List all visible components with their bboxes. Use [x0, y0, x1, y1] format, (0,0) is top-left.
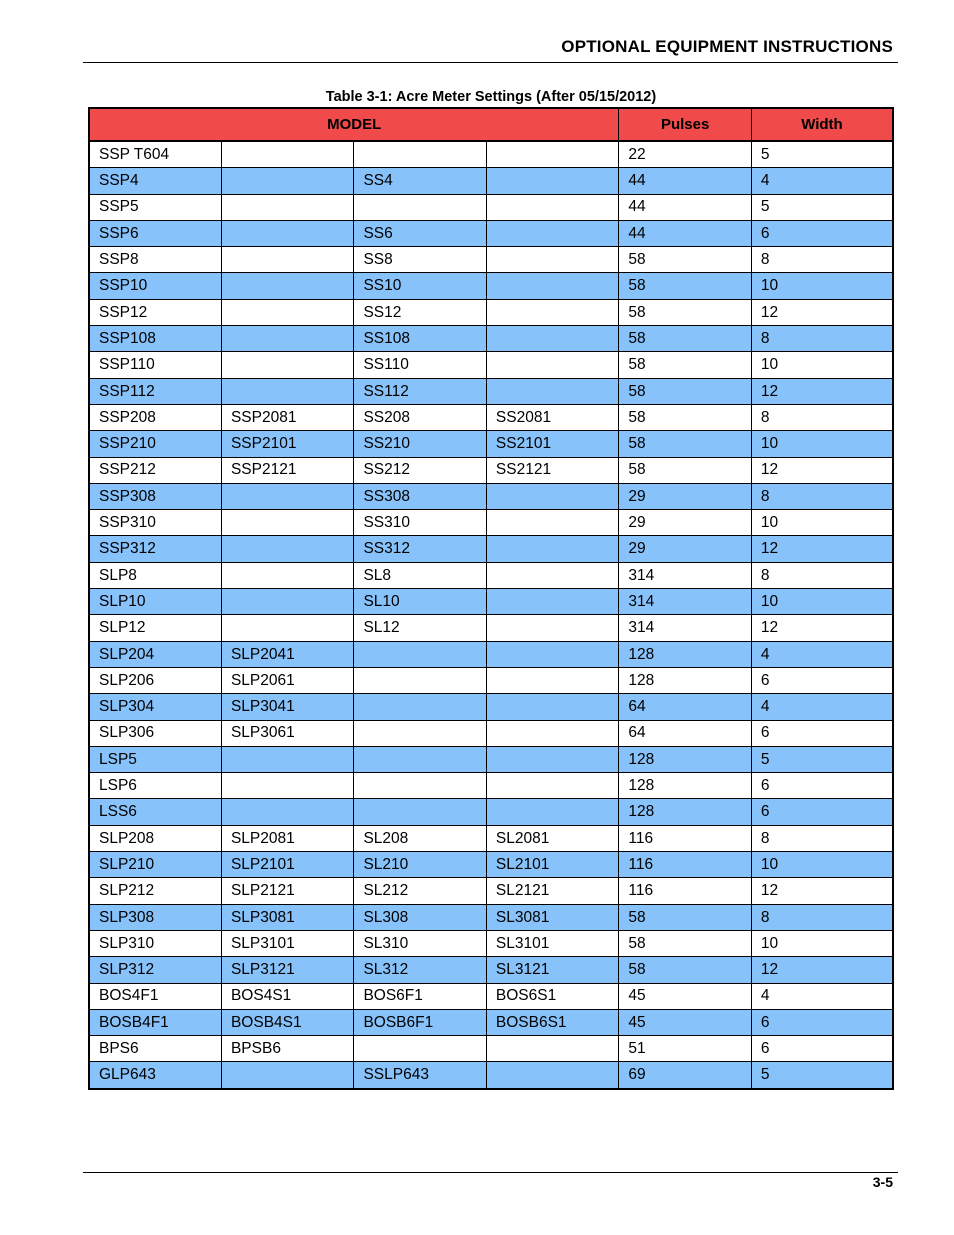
pulses-cell: 314: [619, 589, 751, 615]
model-col-1: SSP5: [89, 194, 221, 220]
pulses-cell: 58: [619, 457, 751, 483]
width-cell: 8: [751, 326, 893, 352]
model-col-4: [486, 299, 619, 325]
pulses-cell: 58: [619, 378, 751, 404]
pulses-cell: 58: [619, 352, 751, 378]
model-col-4: [486, 247, 619, 273]
pulses-cell: 58: [619, 431, 751, 457]
model-col-4: [486, 562, 619, 588]
model-col-3: BOS6F1: [354, 983, 486, 1009]
table-row: [89, 746, 893, 772]
model-col-3: SS212: [354, 457, 486, 483]
table-body: [89, 141, 893, 1089]
width-cell: 10: [751, 273, 893, 299]
pulses-cell: 64: [619, 694, 751, 720]
model-col-3: [354, 641, 486, 667]
model-col-2: [221, 352, 353, 378]
width-cell: 12: [751, 378, 893, 404]
model-col-3: SS310: [354, 510, 486, 536]
model-col-1: SLP12: [89, 615, 221, 641]
model-col-2: [221, 378, 353, 404]
model-col-4: [486, 483, 619, 509]
width-cell: 6: [751, 773, 893, 799]
model-col-1: SSP110: [89, 352, 221, 378]
model-col-3: SL312: [354, 957, 486, 983]
width-cell: 12: [751, 615, 893, 641]
model-col-1: GLP643: [89, 1062, 221, 1089]
table-row: [89, 247, 893, 273]
table-row: [89, 852, 893, 878]
model-col-3: SS208: [354, 404, 486, 430]
pulses-cell: 314: [619, 562, 751, 588]
pulses-cell: 58: [619, 904, 751, 930]
model-col-2: [221, 326, 353, 352]
width-cell: 8: [751, 904, 893, 930]
model-col-4: SL3121: [486, 957, 619, 983]
model-col-1: SSP10: [89, 273, 221, 299]
model-col-1: LSP6: [89, 773, 221, 799]
model-col-2: [221, 247, 353, 273]
model-col-3: SS108: [354, 326, 486, 352]
model-col-4: [486, 378, 619, 404]
table-row: [89, 299, 893, 325]
model-col-1: LSS6: [89, 799, 221, 825]
model-col-1: SSP212: [89, 457, 221, 483]
model-col-2: SLP2121: [221, 878, 353, 904]
pulses-cell: 116: [619, 878, 751, 904]
model-col-3: SS4: [354, 168, 486, 194]
model-col-3: SL308: [354, 904, 486, 930]
pulses-cell: 64: [619, 720, 751, 746]
model-col-1: SSP310: [89, 510, 221, 536]
column-header-model: MODEL: [89, 108, 619, 141]
model-col-1: SLP208: [89, 825, 221, 851]
page-header-title: OPTIONAL EQUIPMENT INSTRUCTIONS: [561, 37, 893, 56]
table-row: [89, 220, 893, 246]
width-cell: 10: [751, 431, 893, 457]
model-col-3: SS210: [354, 431, 486, 457]
model-col-4: [486, 536, 619, 562]
model-col-2: [221, 168, 353, 194]
model-col-1: SSP108: [89, 326, 221, 352]
pulses-cell: 45: [619, 1009, 751, 1035]
table-row: [89, 878, 893, 904]
pulses-cell: 44: [619, 168, 751, 194]
model-col-3: SL8: [354, 562, 486, 588]
width-cell: 6: [751, 1036, 893, 1062]
pulses-cell: 29: [619, 510, 751, 536]
table-row: [89, 273, 893, 299]
model-col-2: SSP2121: [221, 457, 353, 483]
model-col-4: SL2101: [486, 852, 619, 878]
model-col-4: SS2121: [486, 457, 619, 483]
width-cell: 12: [751, 878, 893, 904]
model-col-2: [221, 220, 353, 246]
model-col-4: [486, 1062, 619, 1089]
table-row: [89, 562, 893, 588]
model-col-3: SS6: [354, 220, 486, 246]
model-col-1: BPS6: [89, 1036, 221, 1062]
table-row: [89, 825, 893, 851]
page-number: 3-5: [872, 1174, 893, 1190]
width-cell: 6: [751, 1009, 893, 1035]
width-cell: 5: [751, 746, 893, 772]
pulses-cell: 128: [619, 773, 751, 799]
model-col-4: [486, 694, 619, 720]
model-col-1: SSP308: [89, 483, 221, 509]
model-col-4: [486, 615, 619, 641]
table-row: [89, 930, 893, 956]
model-col-2: SLP2081: [221, 825, 353, 851]
model-col-4: [486, 510, 619, 536]
acre-meter-settings-table: [88, 107, 894, 1090]
table-row: [89, 694, 893, 720]
model-col-1: LSP5: [89, 746, 221, 772]
model-col-1: BOS4F1: [89, 983, 221, 1009]
width-cell: 10: [751, 930, 893, 956]
pulses-cell: 116: [619, 852, 751, 878]
pulses-cell: 314: [619, 615, 751, 641]
model-col-1: SLP312: [89, 957, 221, 983]
width-cell: 4: [751, 983, 893, 1009]
width-cell: 4: [751, 168, 893, 194]
width-cell: 6: [751, 720, 893, 746]
width-cell: 4: [751, 694, 893, 720]
model-col-1: SSP112: [89, 378, 221, 404]
pulses-cell: 44: [619, 194, 751, 220]
model-col-4: [486, 799, 619, 825]
model-col-2: [221, 799, 353, 825]
model-col-3: SL310: [354, 930, 486, 956]
model-col-1: SSP T604: [89, 141, 221, 168]
width-cell: 12: [751, 457, 893, 483]
model-col-1: SLP204: [89, 641, 221, 667]
model-col-2: [221, 589, 353, 615]
model-col-4: BOS6S1: [486, 983, 619, 1009]
width-cell: 10: [751, 852, 893, 878]
model-col-2: SLP3061: [221, 720, 353, 746]
model-col-1: SLP306: [89, 720, 221, 746]
model-col-4: [486, 773, 619, 799]
model-col-2: [221, 299, 353, 325]
column-header-width: Width: [751, 108, 893, 141]
model-col-3: SL210: [354, 852, 486, 878]
model-col-2: [221, 483, 353, 509]
table-row: [89, 510, 893, 536]
model-col-1: SLP212: [89, 878, 221, 904]
model-col-2: [221, 194, 353, 220]
model-col-1: SSP8: [89, 247, 221, 273]
model-col-3: [354, 746, 486, 772]
pulses-cell: 29: [619, 536, 751, 562]
model-col-3: SS10: [354, 273, 486, 299]
table-row: [89, 141, 893, 168]
model-col-4: [486, 194, 619, 220]
width-cell: 4: [751, 641, 893, 667]
model-col-2: BOSB4S1: [221, 1009, 353, 1035]
model-col-3: SL212: [354, 878, 486, 904]
model-col-3: SL208: [354, 825, 486, 851]
model-col-4: [486, 352, 619, 378]
model-col-1: SLP10: [89, 589, 221, 615]
model-col-3: [354, 194, 486, 220]
model-col-2: [221, 746, 353, 772]
pulses-cell: 116: [619, 825, 751, 851]
pulses-cell: 58: [619, 326, 751, 352]
table-row: [89, 431, 893, 457]
model-col-1: SLP210: [89, 852, 221, 878]
width-cell: 8: [751, 247, 893, 273]
width-cell: 6: [751, 220, 893, 246]
model-col-2: SLP2041: [221, 641, 353, 667]
pulses-cell: 58: [619, 299, 751, 325]
width-cell: 8: [751, 404, 893, 430]
model-col-3: [354, 799, 486, 825]
model-col-2: SLP3121: [221, 957, 353, 983]
width-cell: 6: [751, 667, 893, 693]
model-col-1: SLP304: [89, 694, 221, 720]
model-col-3: SS12: [354, 299, 486, 325]
model-col-3: [354, 694, 486, 720]
model-col-4: [486, 589, 619, 615]
pulses-cell: 45: [619, 983, 751, 1009]
table-row: [89, 352, 893, 378]
footer-divider: [83, 1172, 898, 1173]
width-cell: 12: [751, 299, 893, 325]
model-col-2: BOS4S1: [221, 983, 353, 1009]
table-row: [89, 1062, 893, 1089]
model-col-3: SS110: [354, 352, 486, 378]
model-col-3: SSLP643: [354, 1062, 486, 1089]
model-col-2: [221, 273, 353, 299]
model-col-4: BOSB6S1: [486, 1009, 619, 1035]
pulses-cell: 22: [619, 141, 751, 168]
table-row: [89, 641, 893, 667]
pulses-cell: 29: [619, 483, 751, 509]
model-col-1: SLP206: [89, 667, 221, 693]
model-col-4: [486, 168, 619, 194]
model-col-3: SS312: [354, 536, 486, 562]
model-col-4: [486, 667, 619, 693]
pulses-cell: 69: [619, 1062, 751, 1089]
table-row: [89, 404, 893, 430]
pulses-cell: 128: [619, 746, 751, 772]
width-cell: 10: [751, 352, 893, 378]
model-col-4: [486, 141, 619, 168]
model-col-2: [221, 141, 353, 168]
model-col-1: SLP308: [89, 904, 221, 930]
model-col-1: BOSB4F1: [89, 1009, 221, 1035]
model-col-4: SL2121: [486, 878, 619, 904]
table-row: [89, 615, 893, 641]
model-col-2: SLP2101: [221, 852, 353, 878]
model-col-3: SL10: [354, 589, 486, 615]
width-cell: 5: [751, 194, 893, 220]
model-col-2: SSP2101: [221, 431, 353, 457]
table-row: [89, 720, 893, 746]
model-col-3: [354, 141, 486, 168]
model-col-4: [486, 326, 619, 352]
model-col-2: [221, 1062, 353, 1089]
model-col-1: SSP12: [89, 299, 221, 325]
model-col-4: [486, 1036, 619, 1062]
model-col-1: SSP312: [89, 536, 221, 562]
model-col-2: SLP3081: [221, 904, 353, 930]
pulses-cell: 58: [619, 930, 751, 956]
width-cell: 12: [751, 536, 893, 562]
table-row: [89, 536, 893, 562]
model-col-3: BOSB6F1: [354, 1009, 486, 1035]
table-row: [89, 483, 893, 509]
model-col-2: BPSB6: [221, 1036, 353, 1062]
pulses-cell: 128: [619, 799, 751, 825]
width-cell: 6: [751, 799, 893, 825]
table-row: [89, 194, 893, 220]
model-col-2: [221, 562, 353, 588]
model-col-2: [221, 510, 353, 536]
model-col-4: SS2101: [486, 431, 619, 457]
model-col-3: SL12: [354, 615, 486, 641]
table-header-row: [89, 108, 893, 141]
width-cell: 12: [751, 957, 893, 983]
pulses-cell: 58: [619, 273, 751, 299]
table-row: [89, 667, 893, 693]
model-col-1: SSP208: [89, 404, 221, 430]
model-col-3: SS8: [354, 247, 486, 273]
pulses-cell: 58: [619, 404, 751, 430]
model-col-4: SS2081: [486, 404, 619, 430]
table-row: [89, 957, 893, 983]
model-col-4: [486, 273, 619, 299]
model-col-2: SLP2061: [221, 667, 353, 693]
model-col-1: SLP310: [89, 930, 221, 956]
model-col-4: SL2081: [486, 825, 619, 851]
model-col-1: SSP4: [89, 168, 221, 194]
model-col-2: [221, 536, 353, 562]
table-row: [89, 983, 893, 1009]
table-row: [89, 1036, 893, 1062]
model-col-3: [354, 720, 486, 746]
table-row: [89, 378, 893, 404]
model-col-2: SSP2081: [221, 404, 353, 430]
header-divider: [83, 62, 898, 63]
model-col-1: SLP8: [89, 562, 221, 588]
column-header-pulses: Pulses: [619, 108, 751, 141]
model-col-4: [486, 746, 619, 772]
table-row: [89, 904, 893, 930]
pulses-cell: 51: [619, 1036, 751, 1062]
pulses-cell: 58: [619, 247, 751, 273]
model-col-3: SS308: [354, 483, 486, 509]
table-row: [89, 799, 893, 825]
model-col-2: SLP3041: [221, 694, 353, 720]
width-cell: 10: [751, 510, 893, 536]
model-col-3: [354, 773, 486, 799]
table-row: [89, 168, 893, 194]
model-col-2: [221, 773, 353, 799]
pulses-cell: 44: [619, 220, 751, 246]
table-caption: Table 3-1: Acre Meter Settings (After 05/15/2012): [325, 89, 657, 105]
width-cell: 5: [751, 1062, 893, 1089]
model-col-3: SS112: [354, 378, 486, 404]
pulses-cell: 58: [619, 957, 751, 983]
model-col-4: [486, 720, 619, 746]
width-cell: 8: [751, 825, 893, 851]
model-col-4: [486, 641, 619, 667]
table-row: [89, 326, 893, 352]
table-row: [89, 589, 893, 615]
width-cell: 8: [751, 562, 893, 588]
table-row: [89, 457, 893, 483]
model-col-2: SLP3101: [221, 930, 353, 956]
width-cell: 10: [751, 589, 893, 615]
model-col-1: SSP210: [89, 431, 221, 457]
model-col-3: [354, 1036, 486, 1062]
model-col-4: SL3081: [486, 904, 619, 930]
model-col-4: SL3101: [486, 930, 619, 956]
table-row: [89, 1009, 893, 1035]
width-cell: 8: [751, 483, 893, 509]
model-col-4: [486, 220, 619, 246]
model-col-3: [354, 667, 486, 693]
model-col-1: SSP6: [89, 220, 221, 246]
width-cell: 5: [751, 141, 893, 168]
model-col-2: [221, 615, 353, 641]
table-row: [89, 773, 893, 799]
pulses-cell: 128: [619, 641, 751, 667]
pulses-cell: 128: [619, 667, 751, 693]
